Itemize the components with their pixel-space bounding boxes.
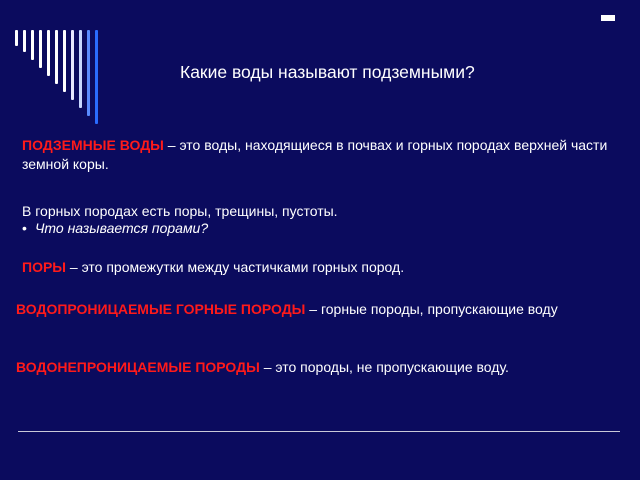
bottom-divider <box>18 431 620 432</box>
paragraph-permeable <box>16 300 616 319</box>
term-permeable: ВОДОПРОНИЦАЕМЫЕ ГОРНЫЕ ПОРОДЫ <box>16 301 306 317</box>
slide-title: Какие воды называют подземными? <box>180 62 475 82</box>
paragraph-impermeable <box>16 358 616 377</box>
corner-mark <box>601 15 615 21</box>
decorative-bar <box>79 30 82 108</box>
decorative-bar <box>63 30 66 92</box>
definition-groundwater: – это воды, находящиеся в почвах и горных породах верхней части земной коры. <box>22 137 608 172</box>
decorative-bars <box>15 30 105 130</box>
definition-pores: – это промежутки между частичками горных пород. <box>66 259 405 275</box>
definition-impermeable: – это породы, не пропускающие воду. <box>259 359 509 375</box>
decorative-bar <box>55 30 58 84</box>
decorative-bar <box>87 30 90 116</box>
bullet-question-text: Что называется порами? <box>35 220 209 236</box>
bullet-question <box>22 220 208 236</box>
term-impermeable: ВОДОНЕПРОНИЦАЕМЫЕ ПОРОДЫ <box>16 359 260 375</box>
decorative-bar <box>31 30 34 60</box>
decorative-bar <box>47 30 50 76</box>
paragraph-pores <box>22 258 612 277</box>
bullet-marker: • <box>22 220 27 236</box>
term-pores: ПОРЫ <box>22 259 66 275</box>
term-groundwater: ПОДЗЕМНЫЕ ВОДЫ <box>22 137 164 153</box>
definition-permeable: – горные породы, пропускающие воду <box>305 301 558 317</box>
paragraph-rocks: В горных породах есть поры, трещины, пустоты. <box>22 203 338 219</box>
decorative-bar <box>71 30 74 100</box>
decorative-bar <box>23 30 26 52</box>
decorative-bar <box>39 30 42 68</box>
paragraph-groundwater <box>22 136 612 174</box>
decorative-bar <box>95 30 98 124</box>
decorative-bar <box>15 30 18 46</box>
